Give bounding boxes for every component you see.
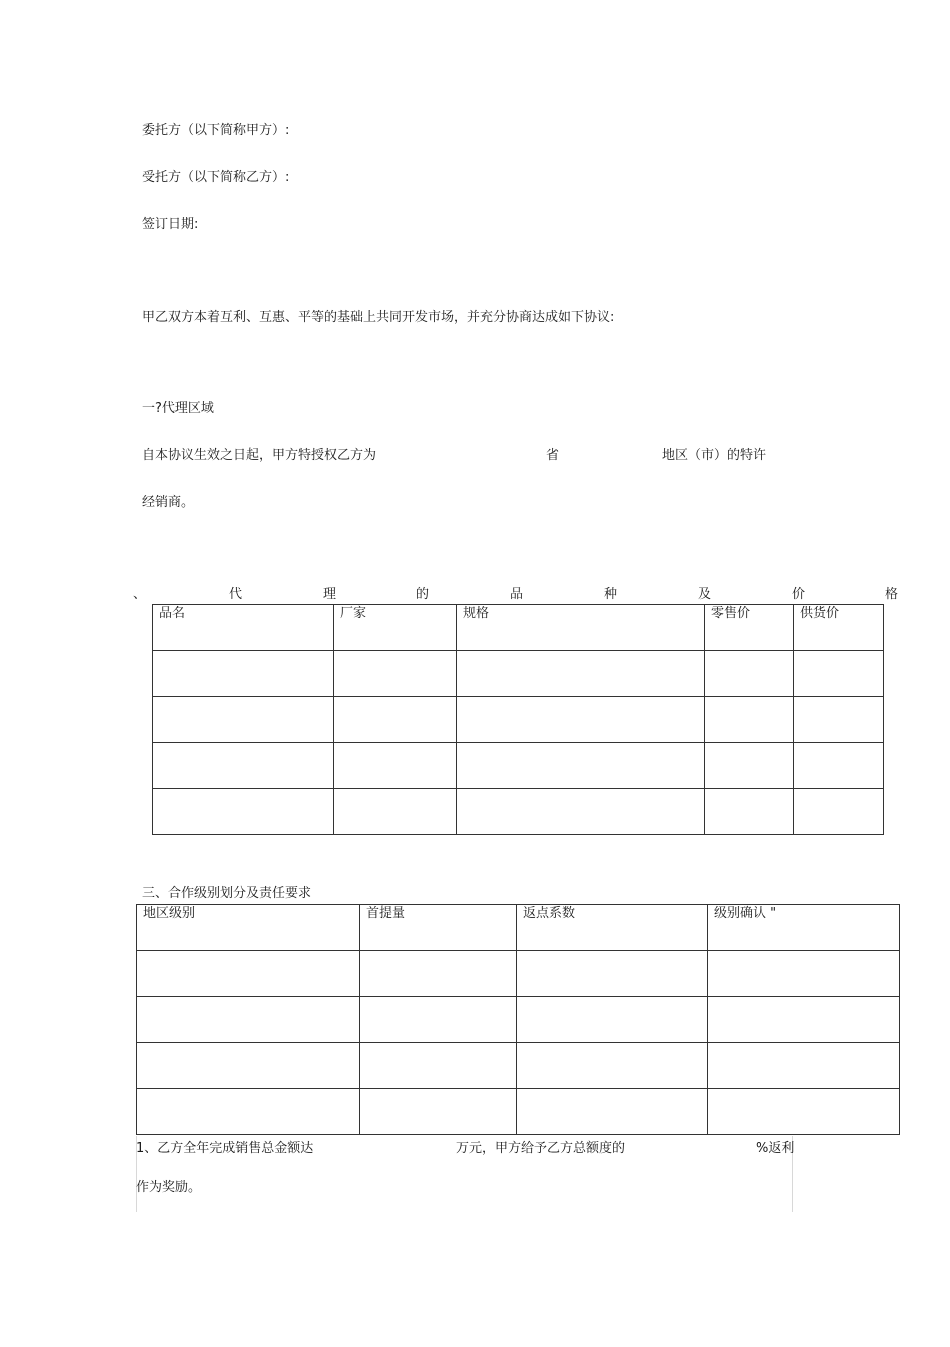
section2-title-char: 理: [323, 587, 337, 602]
rebate-note-d: 作为奖励。: [136, 1180, 202, 1195]
header-level-confirm: 级别确认 ": [708, 905, 900, 951]
section2-title-char: 格: [885, 587, 899, 602]
sign-date-line: 签订日期:: [142, 217, 199, 232]
table-cell[interactable]: [334, 789, 457, 835]
client-line: 委托方（以下简称甲方）:: [142, 123, 290, 138]
table-row: [153, 743, 884, 789]
rebate-note-b: 万元，甲方给予乙方总额度的: [456, 1141, 626, 1156]
header-spec: 规格: [457, 605, 705, 651]
table-cell[interactable]: [360, 1043, 517, 1089]
table-row: [137, 1043, 900, 1089]
table-row: [137, 997, 900, 1043]
header-region-level: 地区级别: [137, 905, 360, 951]
table-cell[interactable]: [360, 1089, 517, 1135]
table-cell[interactable]: [517, 1089, 708, 1135]
section2-title-char: 价: [792, 587, 806, 602]
table-row: [153, 651, 884, 697]
table-cell[interactable]: [153, 697, 334, 743]
table-cell[interactable]: [708, 997, 900, 1043]
header-rebate-rate: 返点系数: [517, 905, 708, 951]
table-cell[interactable]: [794, 743, 884, 789]
product-price-table: [152, 604, 884, 835]
table-row: [137, 951, 900, 997]
table-cell[interactable]: [334, 651, 457, 697]
table-cell[interactable]: [153, 789, 334, 835]
table-cell[interactable]: [794, 697, 884, 743]
section3-title: 三、合作级别划分及责任要求: [142, 886, 312, 901]
table-cell[interactable]: [708, 1043, 900, 1089]
table-row: [137, 1089, 900, 1135]
table-header-row: [137, 905, 900, 951]
table-cell[interactable]: [517, 951, 708, 997]
section2-title-char: 种: [604, 587, 618, 602]
table-cell[interactable]: [137, 1089, 360, 1135]
table-cell[interactable]: [457, 789, 705, 835]
header-manufacturer: 厂家: [334, 605, 457, 651]
section1-title: 一?代理区域: [142, 401, 214, 416]
table-cell[interactable]: [360, 951, 517, 997]
intro-paragraph: 甲乙双方本着互利、互惠、平等的基础上共同开发市场，并充分协商达成如下协议:: [142, 310, 615, 325]
rebate-note-c: %返利: [756, 1141, 795, 1156]
section1-text-region: 地区（市）的特许: [662, 448, 767, 463]
cooperation-level-table: [136, 904, 900, 1135]
header-product-name: 品名: [153, 605, 334, 651]
table-cell[interactable]: [705, 697, 794, 743]
table-cell[interactable]: [457, 697, 705, 743]
table-cell[interactable]: [153, 651, 334, 697]
header-supply-price: 供货价: [794, 605, 884, 651]
table-cell[interactable]: [705, 789, 794, 835]
table-cell[interactable]: [334, 697, 457, 743]
section2-title-char: 品: [510, 587, 524, 602]
section1-text-dealer: 经销商。: [142, 495, 195, 510]
table-cell[interactable]: [457, 743, 705, 789]
table-cell[interactable]: [708, 1089, 900, 1135]
table-cell[interactable]: [457, 651, 705, 697]
table-cell[interactable]: [794, 651, 884, 697]
table-cell[interactable]: [137, 997, 360, 1043]
table-cell[interactable]: [794, 789, 884, 835]
table-cell[interactable]: [334, 743, 457, 789]
rebate-note-a: 1、乙方全年完成销售总金额达: [136, 1141, 314, 1156]
section2-title-char: 代: [229, 587, 243, 602]
table-cell[interactable]: [708, 951, 900, 997]
section1-text-province: 省: [546, 448, 560, 463]
section2-title-char: 及: [698, 587, 712, 602]
table-cell[interactable]: [360, 997, 517, 1043]
table-header-row: [153, 605, 884, 651]
table-cell[interactable]: [137, 951, 360, 997]
table-cell[interactable]: [705, 743, 794, 789]
table-cell[interactable]: [153, 743, 334, 789]
table-cell[interactable]: [137, 1043, 360, 1089]
table-row: [153, 789, 884, 835]
header-first-order: 首提量: [360, 905, 517, 951]
table-cell[interactable]: [517, 997, 708, 1043]
header-retail-price: 零售价: [705, 605, 794, 651]
section2-title-char: 的: [416, 587, 430, 602]
table-cell[interactable]: [705, 651, 794, 697]
agent-line: 受托方（以下简称乙方）:: [142, 170, 290, 185]
table-row: [153, 697, 884, 743]
table-cell[interactable]: [517, 1043, 708, 1089]
section2-title-char: 、: [133, 587, 147, 602]
section1-text-a: 自本协议生效之日起，甲方特授权乙方为: [142, 448, 377, 463]
